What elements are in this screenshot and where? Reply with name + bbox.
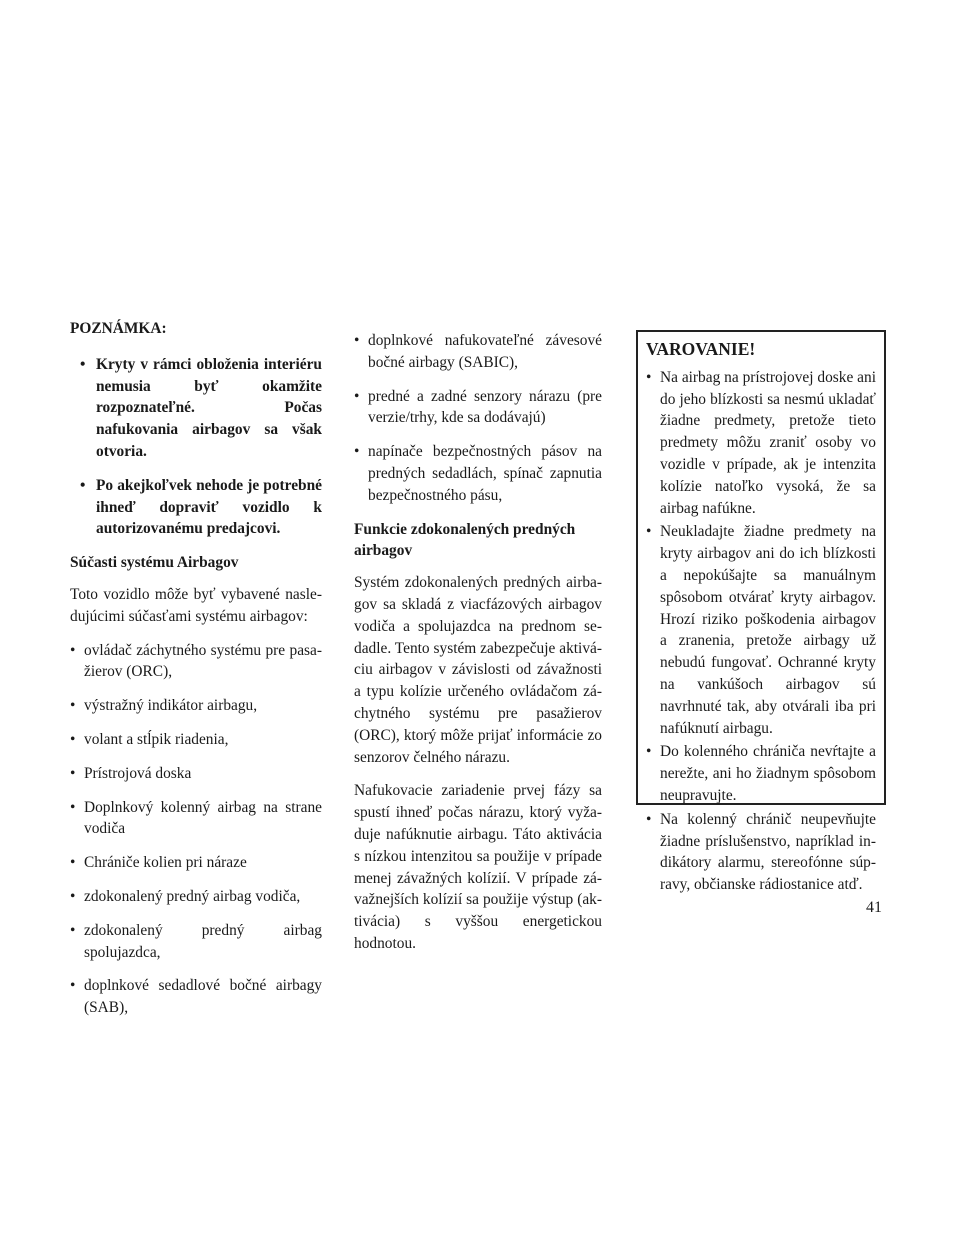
component-item: • Doplnkový kolenný airbag na strane vodiča bbox=[70, 797, 322, 841]
note-item: • Kryty v rámci obloženia interiéru nemusia byť okamžite rozpoznateľné. Počas nafukovania airbagov sa však otvoria. bbox=[70, 354, 322, 463]
component-item: • zdokonalený predný airbag spolujazdca, bbox=[70, 920, 322, 964]
advanced-heading: Funkcie zdokonalených predných airbagov bbox=[354, 520, 576, 560]
component-item: • predné a zadné senzory nárazu (pre verzie/trhy, kde sa dodávajú) bbox=[354, 386, 602, 430]
warning-title: VAROVANIE! bbox=[646, 339, 756, 359]
page-number: 41 bbox=[866, 899, 882, 916]
component-item: • volant a stĺpik riadenia, bbox=[70, 729, 322, 751]
component-item: • napínače bezpečnostných pásov na predných sedadlách, spínač zapnutia bezpečnostného pásu, bbox=[354, 441, 602, 506]
warning-box bbox=[636, 330, 886, 894]
advanced-paragraph: Nafukovacie zariadenie prvej fázy sa spustí ihneď počas nárazu, ktorý vyžaduje nafúknutie airbagu. Táto aktivácia s nízkou intenzitou sa použije v prípade menej závažných kolízií. V prípade závažnejších kolízií sa použije výstup (aktivácia) s vyššou energetickou hodnotou. bbox=[354, 782, 602, 952]
components-heading: Súčasti systému Airbagov bbox=[70, 554, 239, 572]
left-column bbox=[70, 318, 322, 1031]
note-list bbox=[70, 354, 322, 540]
component-item: • Chrániče kolien pri náraze bbox=[70, 852, 322, 874]
note-item: • Po akejkoľvek nehode je potrebné ihneď dopraviť vozidlo k autorizovanému predajcovi. bbox=[70, 475, 322, 540]
middle-column bbox=[354, 330, 602, 967]
component-item: • zdokonalený predný airbag vodiča, bbox=[70, 886, 322, 908]
warning-list bbox=[646, 367, 876, 896]
warning-item: • Do kolenného chrániča nevŕtajte a nerežte, ani ho žiadnym spôsobom neupravujte. bbox=[646, 741, 876, 806]
warning-item: • Na kolenný chránič neupevňujte žiadne príslušenstvo, napríklad indikátory alarmu, stereofónne súpravy, občianske rádiostanice atď. bbox=[646, 809, 876, 896]
warning-item: • Neukladajte žiadne predmety na kryty airbagov ani do ich blízkosti a nepokúšajte sa manuálnym spôsobom otvárať kryty airbagov. Hrozí riziko poškodenia airbagov a zranenia, pretože airbagy už nebudú fungovať. Ochranné kryty na vankúšoch airbagov sú navrhnuté tak, aby otvárali iba pri nafúknutí airbagu. bbox=[646, 521, 876, 739]
note-title: POZNÁMKA: bbox=[70, 320, 167, 337]
component-item: • ovládač záchytného systému pre pasažierov (ORC), bbox=[70, 640, 322, 684]
components-intro: Toto vozidlo môže byť vybavené nasledujúcimi súčasťami systému airbagov: bbox=[70, 585, 322, 625]
components-list-part2 bbox=[354, 330, 602, 507]
components-list-part1 bbox=[70, 640, 322, 1019]
component-item: • výstražný indikátor airbagu, bbox=[70, 695, 322, 717]
component-item: • Prístrojová doska bbox=[70, 763, 322, 785]
advanced-paragraph: Systém zdokonalených predných airbagov sa skladá z viacfázových airbagov vodiča a spolujazdca na prednom sedadle. Tento systém zabezpečuje aktiváciu airbagov v závislosti od závažnosti a typu kolízie určeného ovládačom záchytného systému pre pasažierov (ORC), ktorý môže prijať informácie zo senzorov čelného nárazu. bbox=[354, 574, 602, 766]
component-item: • doplnkové sedadlové bočné airbagy (SAB), bbox=[70, 975, 322, 1019]
component-item: • doplnkové nafukovateľné závesové bočné airbagy (SABIC), bbox=[354, 330, 602, 374]
warning-item: • Na airbag na prístrojovej doske ani do jeho blízkosti sa nesmú ukladať žiadne predmety, pretože tieto predmety môžu zraniť osoby vo vozidle v prípade, ak je intenzita kolízie natoľko vysoká, že sa airbag nafúkne. bbox=[646, 367, 876, 520]
